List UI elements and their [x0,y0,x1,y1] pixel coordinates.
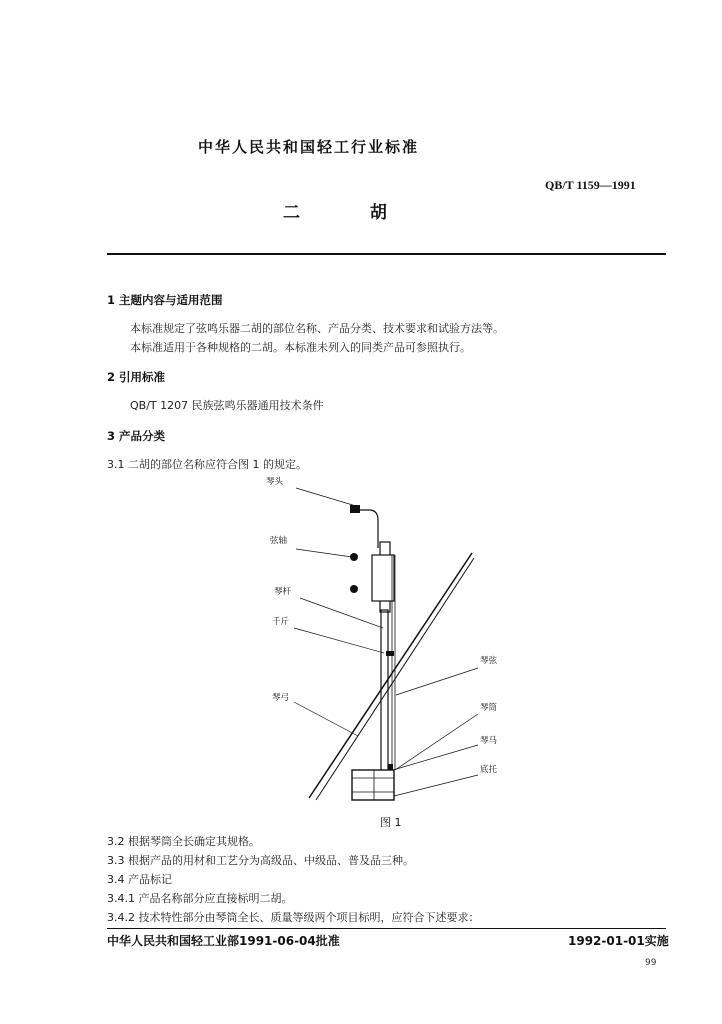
leader-ditu [394,775,478,796]
leader-qintou [296,488,356,506]
label-qingong: 琴弓 [272,693,290,703]
section-3-4-2: 3.4.2 技术特性部分由琴筒全长、质量等级两个项目标明，应符合下述要求： [107,911,480,924]
label-qianjin: 千斤 [272,617,290,627]
label-qintou: 琴头 [266,477,284,487]
leader-qianjin [294,628,384,653]
section-3-2: 3.2 根据琴筒全长确定其规格。 [107,835,260,848]
figure-caption: 图 1 [380,816,402,829]
label-qintong: 琴筒 [480,703,498,713]
section-3-4: 3.4 产品标记 [107,873,172,886]
erhu-diagram [262,470,522,815]
document-title: 二 胡 [283,203,419,223]
section-3-1: 3.1 二胡的部位名称应符合图 1 的规定。 [107,458,307,471]
standard-category-title: 中华人民共和国轻工行业标准 [198,138,420,156]
approval-line: 中华人民共和国轻工业部1991-06-04批准 [107,934,340,948]
erhu-qianjin-cord [386,651,394,656]
page-number: 99 [645,958,657,968]
erhu-bridge [388,764,393,770]
standard-code: QB/T 1159—1991 [545,178,636,192]
label-ditu: 底托 [480,765,498,775]
leader-qinxian [396,668,478,695]
leader-qingong [294,702,358,736]
section-3-3: 3.3 根据产品的用材和工艺分为高级品、中级品、普及品三种。 [107,854,414,867]
implementation-date: 1992-01-01实施 [568,934,669,948]
section-1-paragraph-1: 本标准规定了弦鸣乐器二胡的部位名称、产品分类、技术要求和试验方法等。 [130,322,504,335]
leader-qingan [300,598,383,628]
label-qinxian: 琴弦 [480,656,498,666]
label-xianzhou: 弦轴 [270,536,288,546]
section-3-4-1: 3.4.1 产品名称部分应直接标明二胡。 [107,892,293,905]
erhu-scroll-head [354,510,378,548]
leader-xianzhou [296,549,352,557]
footer-divider [107,928,666,929]
label-qingan: 琴杆 [274,587,292,597]
label-qinma: 琴马 [480,736,498,746]
erhu-peg-lower [350,585,358,593]
section-2-reference: QB/T 1207 民族弦鸣乐器通用技术条件 [130,399,324,412]
erhu-head-tip [350,505,360,513]
section-3-heading: 3 产品分类 [107,429,166,443]
header-divider [107,253,666,255]
erhu-peg-box [372,555,394,601]
section-1-heading: 1 主题内容与适用范围 [107,293,223,307]
section-1-paragraph-2: 本标准适用于各种规格的二胡。本标准未列入的同类产品可参照执行。 [130,341,471,354]
leader-qinma [393,745,478,770]
leader-qintong [395,714,478,770]
erhu-neck-pole [381,610,388,775]
erhu-resonator-body [352,770,394,800]
section-2-heading: 2 引用标准 [107,370,166,384]
